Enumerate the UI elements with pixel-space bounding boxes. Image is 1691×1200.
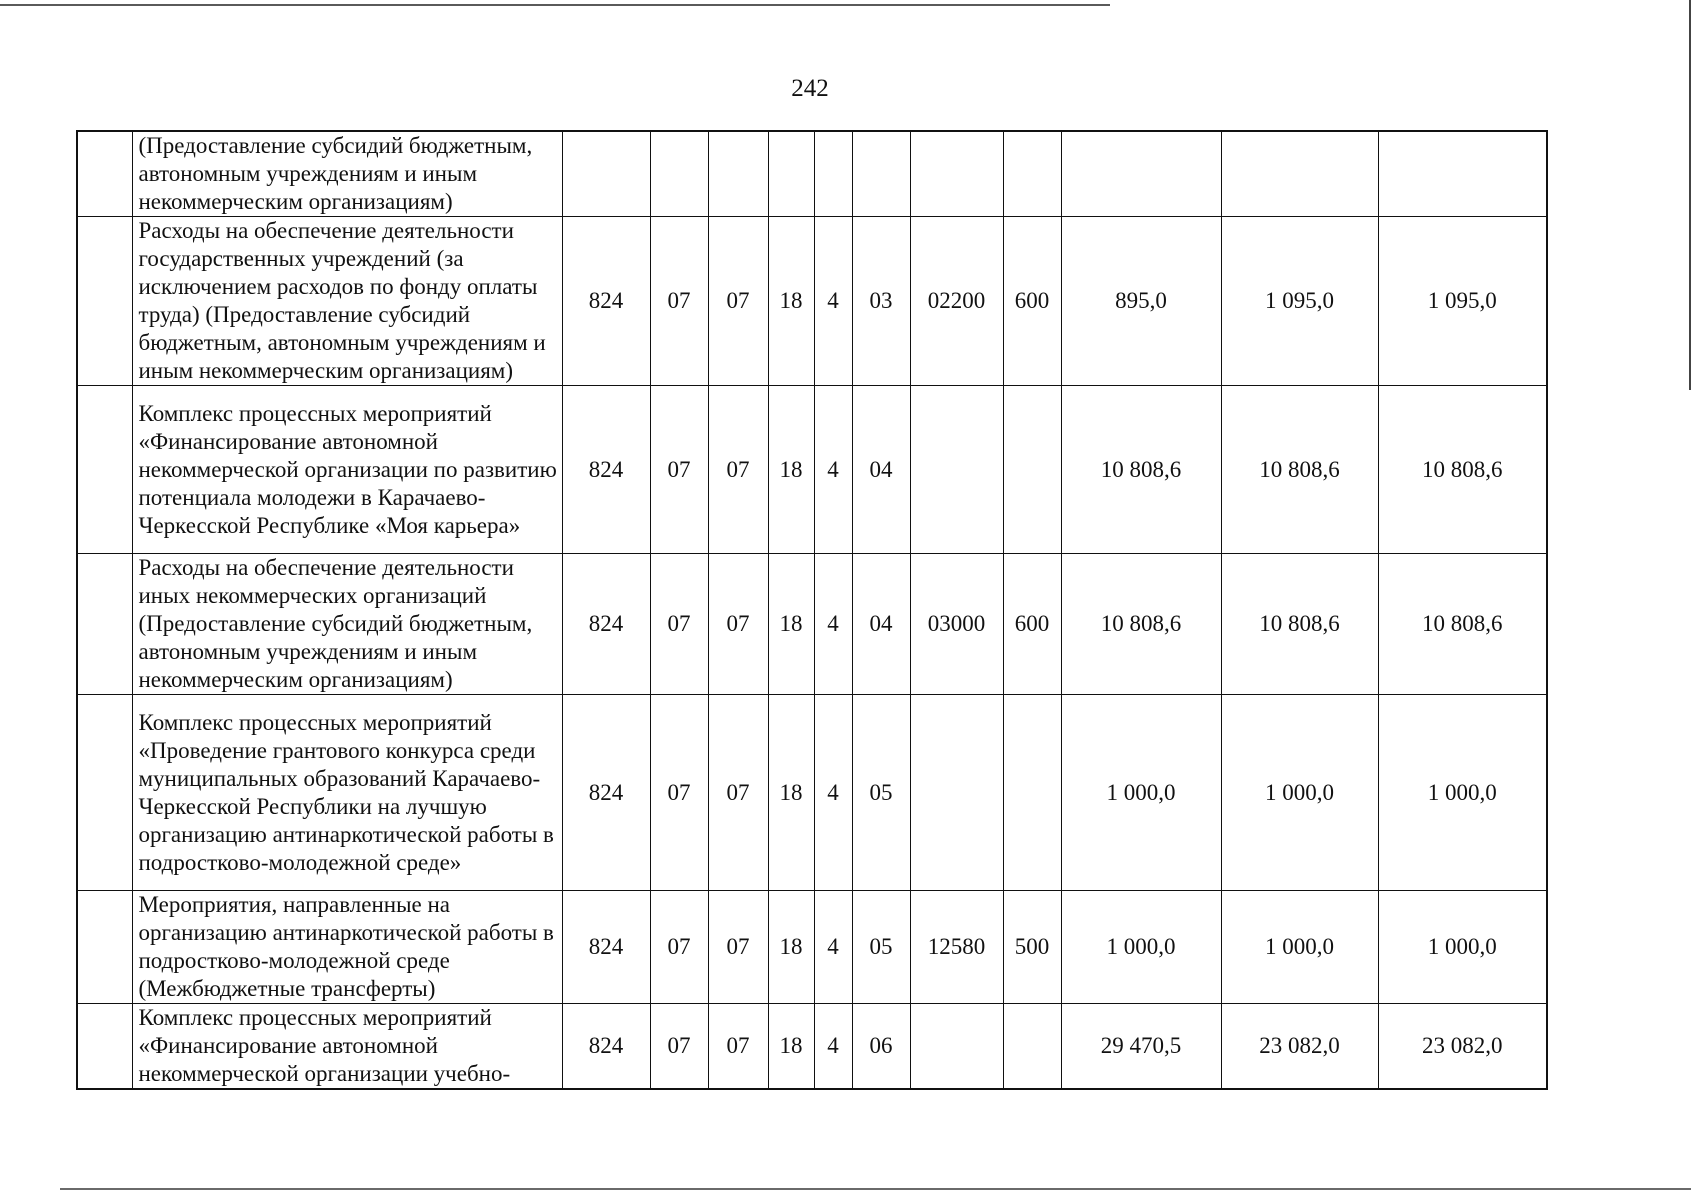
amount-year1-cell: 10 808,6 [1061,554,1221,695]
subprogram-code-cell: 4 [814,891,852,1004]
ministry-code-cell: 824 [562,554,650,695]
activity-code-cell: 04 [852,386,910,554]
row-number-cell [77,891,132,1004]
row-number-cell [77,554,132,695]
ministry-code-cell: 824 [562,891,650,1004]
subsection-code-cell [708,131,768,217]
amount-year3-cell: 1 000,0 [1378,695,1547,891]
amount-year2-cell: 1 000,0 [1221,891,1378,1004]
table-row [77,891,1547,1004]
description-cell: Комплекс процессных мероприятий «Финансирование автономной некоммерческой организации учебно- [132,1004,562,1090]
activity-code-cell: 06 [852,1004,910,1090]
ministry-code-cell: 824 [562,217,650,386]
subprogram-code-cell: 4 [814,554,852,695]
ministry-code-cell [562,131,650,217]
ministry-code-cell: 824 [562,1004,650,1090]
amount-year3-cell: 1 000,0 [1378,891,1547,1004]
ministry-code-cell: 824 [562,695,650,891]
description-cell: Мероприятия, направленные на организацию антинаркотической работы в подростково-молодежной среде (Межбюджетные трансферты) [132,891,562,1004]
subprogram-code-cell: 4 [814,217,852,386]
subprogram-code-cell: 4 [814,695,852,891]
row-number-cell [77,217,132,386]
program-code-cell: 18 [768,217,814,386]
description-cell: Расходы на обеспечение деятельности иных некоммерческих организаций (Предоставление субсидий бюджетным, автономным учреждениям и иным некоммерческим организациям) [132,554,562,695]
program-code-cell: 18 [768,386,814,554]
program-code-cell: 18 [768,554,814,695]
description-cell: Комплекс процессных мероприятий «Проведение грантового конкурса среди муниципальных образований Карачаево-Черкесской Республики на лучшую организацию антинаркотической работы в подростково-молодежной среде» [132,695,562,891]
section-code-cell: 07 [650,891,708,1004]
program-code-cell: 18 [768,695,814,891]
amount-year1-cell: 1 000,0 [1061,891,1221,1004]
description-cell: Расходы на обеспечение деятельности государственных учреждений (за исключением расходов по фонду оплаты труда) (Предоставление субсидий бюджетным, автономным учреждениям и иным некоммерческим организациям) [132,217,562,386]
activity-code-cell [852,131,910,217]
subprogram-code-cell: 4 [814,1004,852,1090]
page-number: 242 [791,75,829,102]
expense-type-cell: 500 [1003,891,1061,1004]
direction-code-cell: 02200 [910,217,1003,386]
subprogram-code-cell: 4 [814,386,852,554]
table-row [77,1004,1547,1090]
budget-table [76,130,1548,1090]
subsection-code-cell: 07 [708,891,768,1004]
expense-type-cell [1003,131,1061,217]
amount-year2-cell: 1 000,0 [1221,695,1378,891]
amount-year2-cell: 23 082,0 [1221,1004,1378,1090]
description-cell: (Предоставление субсидий бюджетным, автономным учреждениям и иным некоммерческим организациям) [132,131,562,217]
program-code-cell [768,131,814,217]
table-row [77,131,1547,217]
amount-year3-cell: 23 082,0 [1378,1004,1547,1090]
amount-year1-cell: 10 808,6 [1061,386,1221,554]
activity-code-cell: 05 [852,695,910,891]
amount-year1-cell: 895,0 [1061,217,1221,386]
expense-type-cell [1003,386,1061,554]
direction-code-cell [910,131,1003,217]
subsection-code-cell: 07 [708,1004,768,1090]
amount-year1-cell: 1 000,0 [1061,695,1221,891]
direction-code-cell [910,1004,1003,1090]
amount-year3-cell: 10 808,6 [1378,554,1547,695]
amount-year2-cell [1221,131,1378,217]
subsection-code-cell: 07 [708,695,768,891]
amount-year2-cell: 1 095,0 [1221,217,1378,386]
row-number-cell [77,695,132,891]
section-code-cell: 07 [650,554,708,695]
amount-year3-cell: 10 808,6 [1378,386,1547,554]
section-code-cell: 07 [650,386,708,554]
subsection-code-cell: 07 [708,217,768,386]
amount-year2-cell: 10 808,6 [1221,386,1378,554]
subsection-code-cell: 07 [708,386,768,554]
direction-code-cell: 12580 [910,891,1003,1004]
subsection-code-cell: 07 [708,554,768,695]
direction-code-cell: 03000 [910,554,1003,695]
scan-border-bottom [60,1188,1691,1190]
row-number-cell [77,386,132,554]
table-row [77,217,1547,386]
activity-code-cell: 04 [852,554,910,695]
activity-code-cell: 03 [852,217,910,386]
section-code-cell: 07 [650,1004,708,1090]
activity-code-cell: 05 [852,891,910,1004]
program-code-cell: 18 [768,891,814,1004]
expense-type-cell [1003,695,1061,891]
expense-type-cell: 600 [1003,554,1061,695]
direction-code-cell [910,386,1003,554]
amount-year2-cell: 10 808,6 [1221,554,1378,695]
description-cell: Комплекс процессных мероприятий «Финансирование автономной некоммерческой организации по развитию потенциала молодежи в Карачаево-Черкесской Республике «Моя карьера» [132,386,562,554]
scan-border-top [0,4,1110,6]
section-code-cell [650,131,708,217]
amount-year3-cell: 1 095,0 [1378,217,1547,386]
section-code-cell: 07 [650,217,708,386]
program-code-cell: 18 [768,1004,814,1090]
table-row [77,695,1547,891]
row-number-cell [77,131,132,217]
amount-year1-cell: 29 470,5 [1061,1004,1221,1090]
row-number-cell [77,1004,132,1090]
section-code-cell: 07 [650,695,708,891]
ministry-code-cell: 824 [562,386,650,554]
expense-type-cell [1003,1004,1061,1090]
expense-type-cell: 600 [1003,217,1061,386]
table-row [77,554,1547,695]
amount-year3-cell [1378,131,1547,217]
amount-year1-cell [1061,131,1221,217]
subprogram-code-cell [814,131,852,217]
table-row [77,386,1547,554]
direction-code-cell [910,695,1003,891]
